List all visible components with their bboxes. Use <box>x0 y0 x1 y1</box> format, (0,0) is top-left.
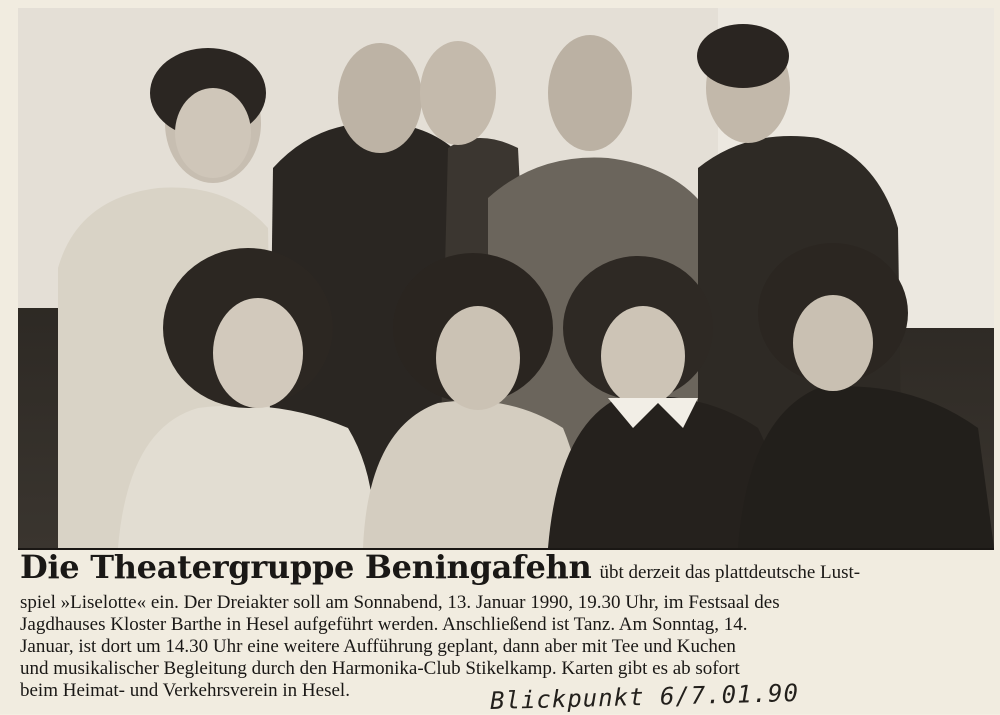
headline-row <box>20 548 988 592</box>
article-line: Januar, ist dort um 14.30 Uhr eine weitere Aufführung geplant, dann aber mit Tee und Kuchen <box>20 636 736 657</box>
group-photo <box>18 8 994 550</box>
article-line: spiel »Liselotte« ein. Der Dreiakter soll am Sonnabend, 13. Januar 1990, 19.30 Uhr, im Festsaal des <box>20 592 780 613</box>
headline: Die Theatergruppe Beningafehn <box>20 548 592 586</box>
article-lead: übt derzeit das plattdeutsche Lust- <box>599 562 861 583</box>
handwritten-source-note: Blickpunkt 6/7.01.90 <box>489 678 800 715</box>
article <box>20 548 988 702</box>
article-line: und musikalischer Begleitung durch den Harmonika-Club Stikelkamp. Karten gibt es ab sofort <box>20 658 740 679</box>
article-line: beim Heimat- und Verkehrsverein in Hesel. <box>20 680 350 701</box>
group-photo-illustration <box>18 8 994 548</box>
article-line: Jagdhauses Kloster Barthe in Hesel aufgeführt werden. Anschließend ist Tanz. Am Sonntag, 14. <box>20 614 748 635</box>
